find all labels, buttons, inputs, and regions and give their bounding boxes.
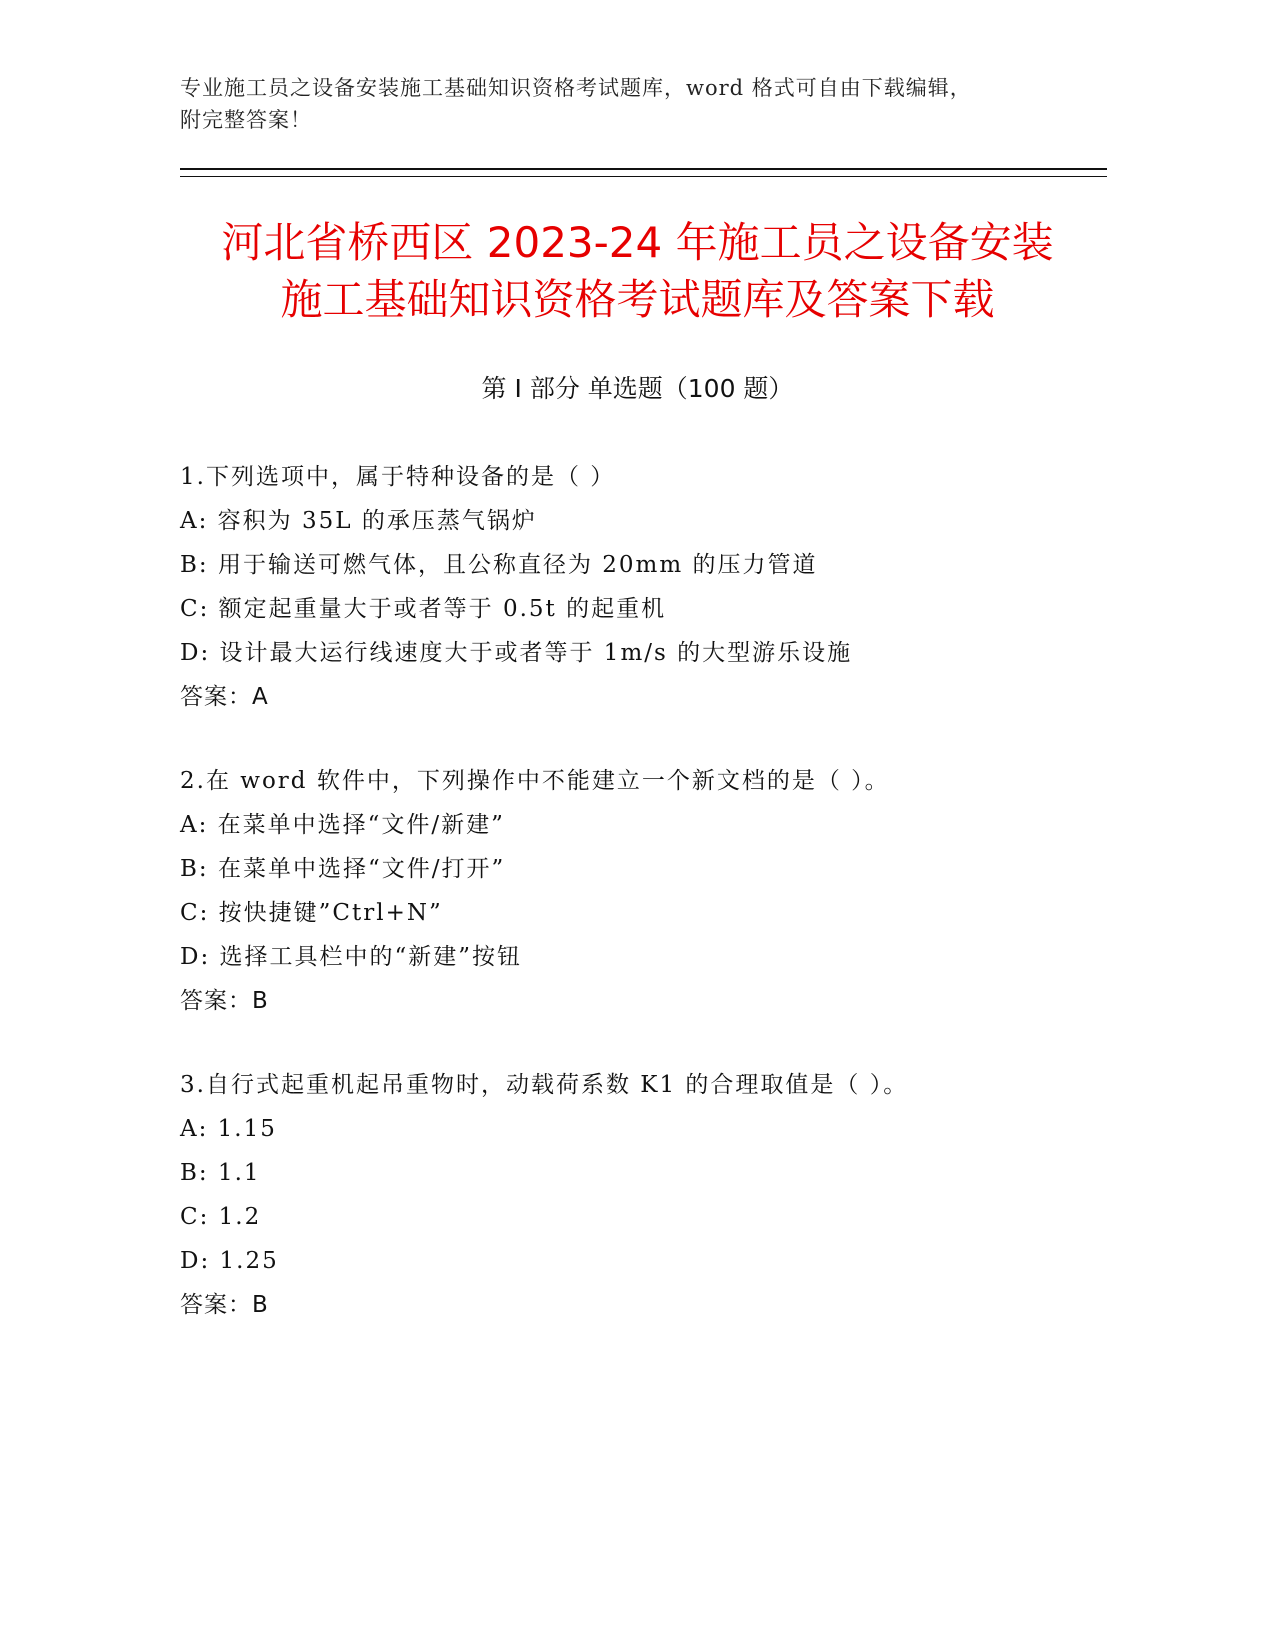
option-d: D: 设计最大运行线速度大于或者等于 1m/s 的大型游乐设施 — [180, 640, 853, 666]
answer-line: 答案：B — [180, 988, 269, 1014]
option-a: A: 1.15 — [180, 1116, 277, 1142]
option-c: C: 按快捷键”Ctrl+N” — [180, 900, 443, 926]
answer-line: 答案：A — [180, 684, 269, 710]
question-item — [180, 1063, 1110, 1327]
question-stem: 1.下列选项中，属于特种设备的是（ ） — [180, 464, 616, 490]
option-b: B: 在菜单中选择“文件/打开” — [180, 856, 506, 882]
question-item — [180, 455, 1110, 719]
header-divider-thick — [180, 168, 1107, 170]
header-note — [180, 72, 1060, 136]
option-b: B: 1.1 — [180, 1160, 261, 1186]
answer-line: 答案：B — [180, 1292, 269, 1318]
document-title-line-1: 河北省桥西区 2023-24 年施工员之设备安装 — [221, 218, 1054, 267]
question-list — [180, 455, 1110, 1367]
header-divider-thin — [180, 176, 1107, 177]
header-note-line-2: 附完整答案！ — [180, 108, 312, 132]
header-note-line-1: 专业施工员之设备安装施工基础知识资格考试题库，word 格式可自由下载编辑， — [180, 76, 972, 100]
option-a: A: 容积为 35L 的承压蒸气锅炉 — [180, 508, 537, 534]
option-a: A: 在菜单中选择“文件/新建” — [180, 812, 505, 838]
question-item — [180, 759, 1110, 1023]
question-stem: 3.自行式起重机起吊重物时，动载荷系数 K1 的合理取值是（ ）。 — [180, 1072, 909, 1098]
option-c: C: 额定起重量大于或者等于 0.5t 的起重机 — [180, 596, 667, 622]
document-title-line-2: 施工基础知识资格考试题库及答案下载 — [280, 275, 995, 324]
section-heading: 第 I 部分 单选题（100 题） — [481, 374, 794, 403]
option-d: D: 1.25 — [180, 1248, 279, 1274]
option-d: D: 选择工具栏中的“新建”按钮 — [180, 944, 523, 970]
option-c: C: 1.2 — [180, 1204, 262, 1230]
question-stem: 2.在 word 软件中，下列操作中不能建立一个新文档的是（ ）。 — [180, 768, 890, 794]
document-title — [150, 214, 1125, 328]
option-b: B: 用于输送可燃气体，且公称直径为 20mm 的压力管道 — [180, 552, 818, 578]
